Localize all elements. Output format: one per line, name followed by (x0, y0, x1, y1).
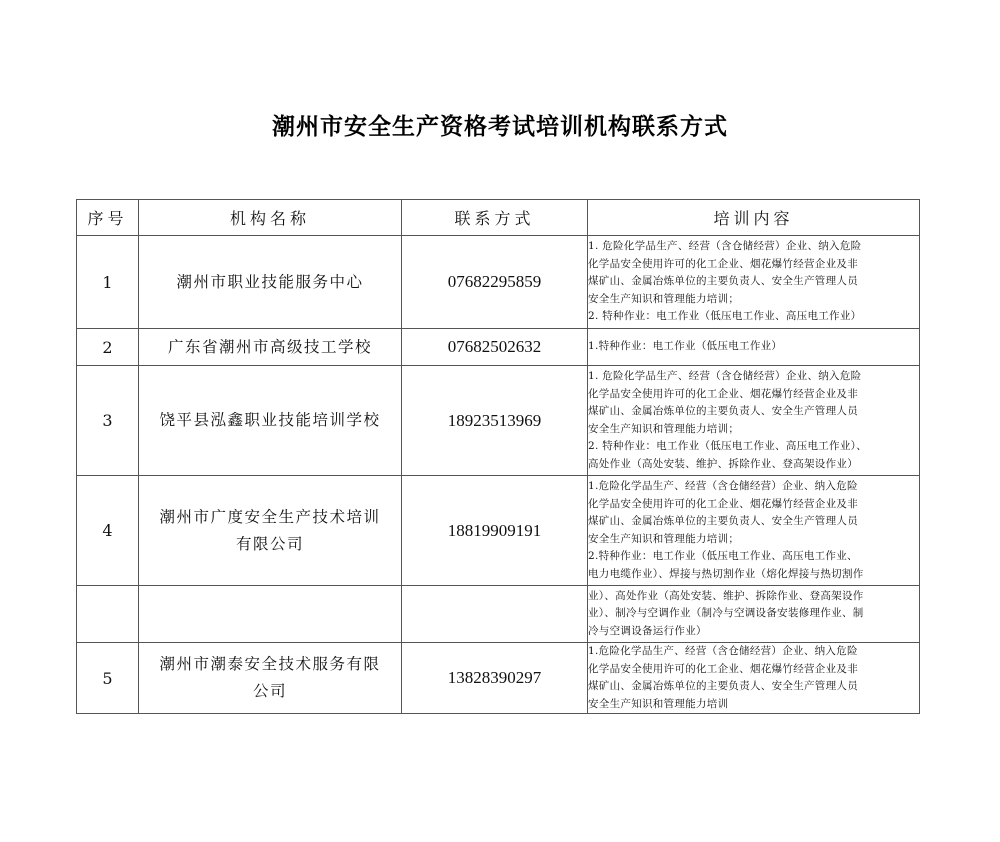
institution-name-line: 潮州市广度安全生产技术培训 (159, 507, 381, 526)
institution-name (139, 329, 402, 366)
header-institution-name: 机构名称 (139, 200, 402, 236)
training-content (588, 329, 920, 366)
training-content-line: 1. 危险化学品生产、经营（含仓储经营）企业、纳入危险 (588, 240, 862, 253)
table-row (77, 366, 920, 476)
institution-name-line: 饶平县泓鑫职业技能培训学校 (159, 411, 381, 429)
training-content-line: 煤矿山、金属冶炼单位的主要负责人、安全生产管理人员 (588, 405, 858, 417)
header-training-content: 培训内容 (588, 200, 920, 236)
training-content-line: 煤矿山、金属冶炼单位的主要负责人、安全生产管理人员 (588, 680, 858, 692)
contact-phone: 07682502632 (402, 329, 588, 366)
institution-name (139, 586, 402, 643)
training-content-line: 业）、高处作业（高处安装、维护、拆除作业、登高架设作 (588, 589, 864, 602)
row-number: 1 (77, 236, 139, 329)
training-content (588, 366, 920, 476)
row-number: 4 (77, 476, 139, 586)
training-content-line: 化学品安全使用许可的化工企业、烟花爆竹经营企业及非 (588, 387, 858, 400)
contact-phone (402, 586, 588, 643)
training-content-line: 化学品安全使用许可的化工企业、烟花爆竹经营企业及非 (588, 662, 858, 675)
training-content-line: 业）、制冷与空调作业（制冷与空调设备安装修理作业、制 (588, 607, 864, 620)
institution-name-line: 有限公司 (235, 534, 304, 553)
training-content-line: 高处作业（高处安装、维护、拆除作业、登高架设作业） (588, 457, 858, 470)
institution-name (139, 476, 402, 586)
training-content-line: 煤矿山、金属冶炼单位的主要负责人、安全生产管理人员 (588, 275, 858, 288)
training-content-line: 冷与空调设备运行作业） (588, 624, 707, 637)
training-content (588, 476, 920, 586)
institution-name-line: 潮州市职业技能服务中心 (176, 272, 364, 291)
training-content-line: 安全生产知识和管理能力培训 (588, 697, 729, 710)
institution-name (139, 643, 402, 714)
training-content-line: 煤矿山、金属冶炼单位的主要负责人、安全生产管理人员 (588, 515, 858, 527)
page-title: 潮州市安全生产资格考试培训机构联系方式 (272, 114, 728, 140)
table-row (77, 476, 920, 586)
training-content-line: 化学品安全使用许可的化工企业、烟花爆竹经营企业及非 (588, 257, 858, 270)
training-content-line: 2. 特种作业：电工作业（低压电工作业、高压电工作业）、 (588, 440, 868, 452)
header-contact: 联系方式 (402, 200, 588, 236)
contact-phone: 18923513969 (402, 366, 588, 476)
training-content (588, 236, 920, 329)
training-content-line: 2. 特种作业：电工作业（低压电工作业、高压电工作业） (588, 310, 862, 323)
row-number: 2 (77, 329, 139, 366)
contact-phone: 07682295859 (402, 236, 588, 329)
training-content (588, 643, 920, 714)
training-content-line: 电力电缆作业）、焊接与热切割作业（熔化焊接与热切割作 (588, 567, 864, 580)
row-number: 3 (77, 366, 139, 476)
table-row (77, 236, 920, 329)
table-header-row (77, 200, 920, 236)
institution-name-line: 潮州市潮泰安全技术服务有限 (159, 655, 381, 673)
table-row (77, 329, 920, 366)
contact-phone: 13828390297 (402, 643, 588, 714)
table-row (77, 643, 920, 714)
institution-name-line: 广东省潮州市高级技工学校 (167, 337, 372, 356)
contact-phone: 18819909191 (402, 476, 588, 586)
training-content (588, 586, 920, 643)
training-content-line: 化学品安全使用许可的化工企业、烟花爆竹经营企业及非 (588, 497, 858, 510)
training-institutions-table (76, 199, 920, 714)
training-content-line: 1. 危险化学品生产、经营（含仓储经营）企业、纳入危险 (588, 370, 862, 382)
training-content-line: 安全生产知识和管理能力培训； (588, 292, 740, 305)
training-content-line: 2.特种作业：电工作业（低压电工作业、高压电工作业、 (588, 550, 858, 562)
training-content-line: 安全生产知识和管理能力培训； (588, 532, 740, 545)
institution-name (139, 236, 402, 329)
header-number: 序号 (77, 200, 139, 236)
training-content-line: 1.特种作业：电工作业（低压电工作业） (588, 340, 783, 353)
table-row (77, 586, 920, 643)
row-number (77, 586, 139, 643)
row-number: 5 (77, 643, 139, 714)
institution-name (139, 366, 402, 476)
training-content-line: 安全生产知识和管理能力培训； (588, 422, 740, 435)
institution-name-line: 公司 (252, 682, 287, 700)
training-content-line: 1.危险化学品生产、经营（含仓储经营）企业、纳入危险 (588, 645, 858, 657)
training-content-line: 1.危险化学品生产、经营（含仓储经营）企业、纳入危险 (588, 480, 858, 492)
